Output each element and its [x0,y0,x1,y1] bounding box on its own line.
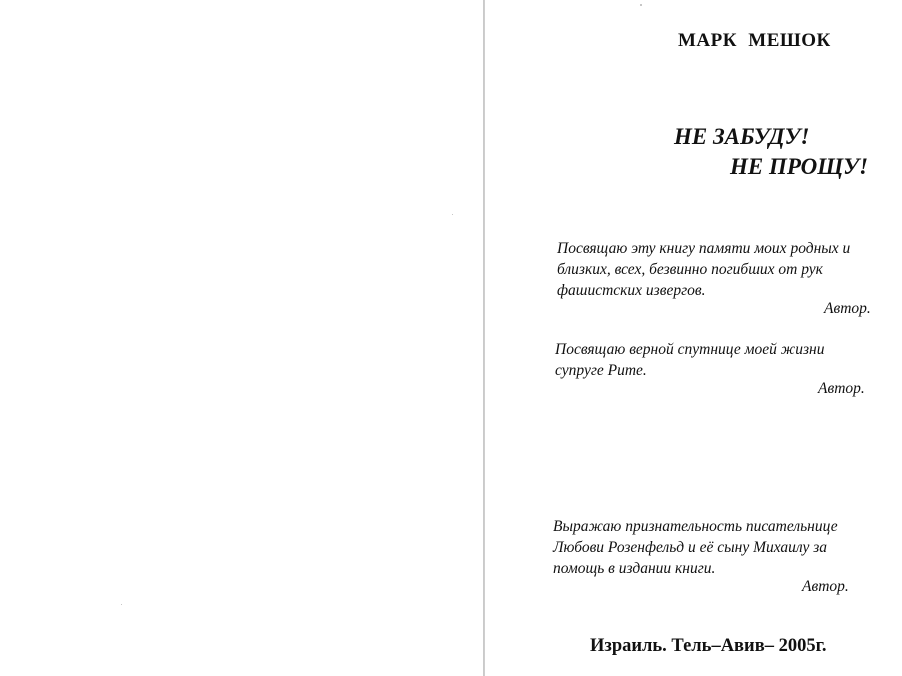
author-name: МАРК МЕШОК [678,30,831,51]
acknowledgement [553,516,838,579]
dedication-line: Посвящаю верной спутнице моей жизни [555,341,825,358]
acknowledgement-line: помощь в издании книги. [553,560,716,577]
acknowledgement-line: Выражаю признательность писательнице [553,518,838,535]
book-title-line-2: НЕ ПРОЩУ! [730,154,869,179]
scan-speck [452,214,453,215]
publication-imprint: Израиль. Тель–Авив– 2005г. [590,636,827,656]
scan-speck [121,604,122,605]
scan-speck [640,4,642,6]
acknowledgement-signature: Автор. [802,578,849,595]
dedication-line: близких, всех, безвинно погибших от рук [557,261,823,278]
dedication-wife [555,339,824,381]
dedication-signature: Автор. [824,300,871,317]
dedication-line: супруге Рите. [555,362,647,379]
dedication-line: фашистских извергов. [557,282,706,299]
dedication-family [557,238,850,301]
book-title-line-1: НЕ ЗАБУДУ! [674,124,810,149]
page-spine-divider [483,0,485,676]
dedication-line: Посвящаю эту книгу памяти моих родных и [557,240,851,257]
dedication-signature: Автор. [818,380,865,397]
acknowledgement-line: Любови Розенфельд и её сыну Михаилу за [553,539,828,556]
